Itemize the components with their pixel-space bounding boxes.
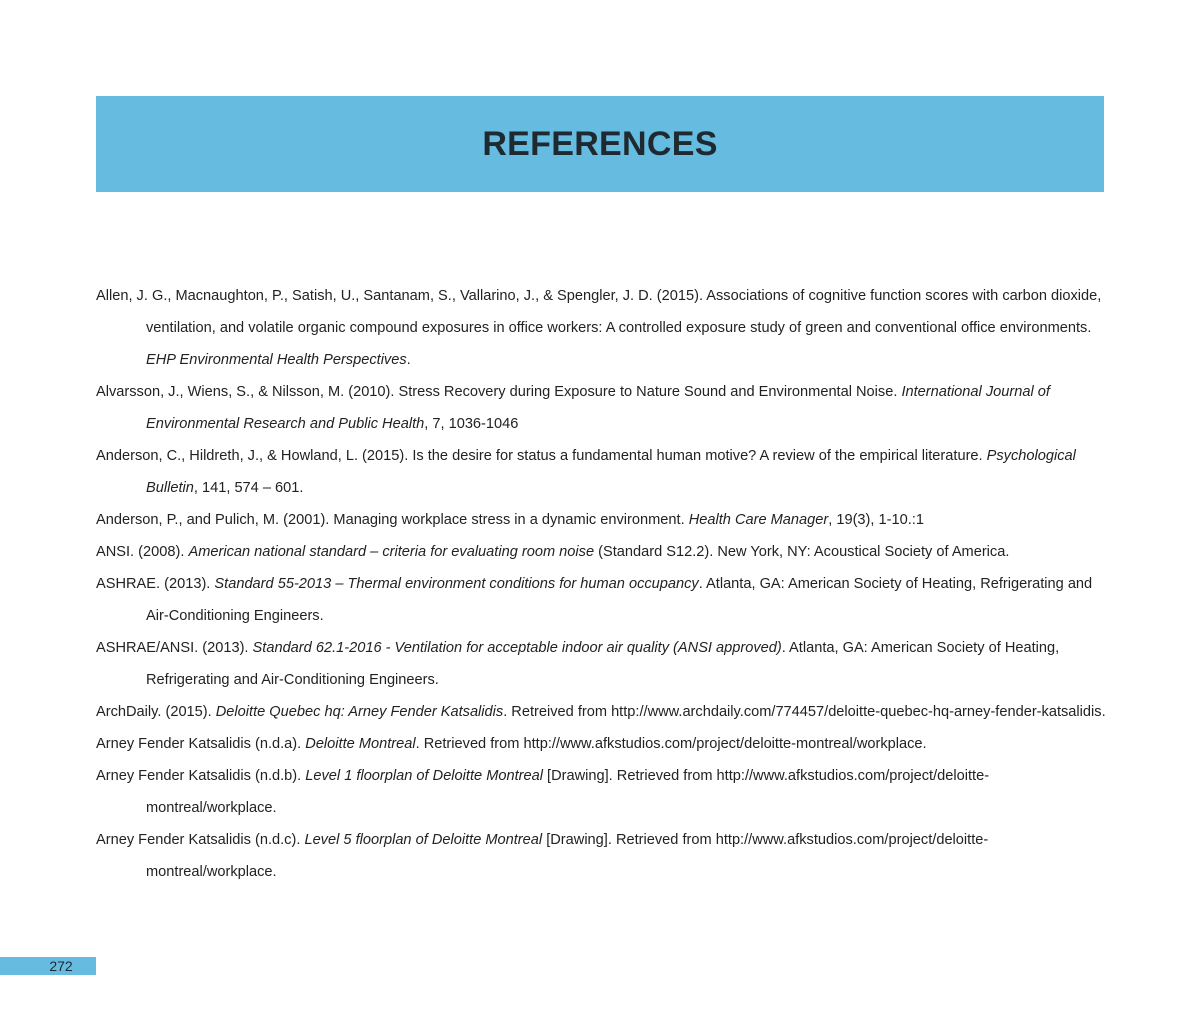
- reference-text: ASHRAE. (2013).: [96, 576, 215, 592]
- reference-entry: [96, 632, 1108, 696]
- reference-text: Anderson, C., Hildreth, J., & Howland, L. (2015). Is the desire for status a fundamental human motive? A review of the empirical literature.: [96, 448, 987, 464]
- reference-text: (Standard S12.2). New York, NY: Acoustical Society of America.: [594, 544, 1010, 560]
- reference-text: [Drawing]. Retrieved from http://www.afkstudios.com/project/deloitte-montreal/workplace.: [146, 768, 990, 816]
- reference-text: ArchDaily. (2015).: [96, 704, 216, 720]
- page-title: REFERENCES: [482, 124, 718, 163]
- reference-source-title: Deloitte Montreal: [305, 736, 416, 752]
- reference-entry: [96, 376, 1108, 440]
- reference-text: . Atlanta, GA: American Society of Heating, Refrigerating and Air-Conditioning Engineers.: [146, 640, 1060, 688]
- page-number: 272: [49, 958, 73, 974]
- reference-source-title: Level 1 floorplan of Deloitte Montreal: [305, 768, 543, 784]
- reference-entry: [96, 824, 1108, 888]
- reference-source-title: International Journal of Environmental Research and Public Health: [146, 384, 1050, 432]
- reference-source-title: Health Care Manager: [688, 512, 829, 528]
- reference-source-title: Deloitte Quebec hq: Arney Fender Katsalidis: [215, 704, 504, 720]
- reference-text: . Atlanta, GA: American Society of Heating, Refrigerating and Air-Conditioning Engineers.: [146, 576, 1093, 624]
- reference-entry: [96, 696, 1108, 728]
- reference-text: ANSI. (2008).: [96, 544, 189, 560]
- reference-text: Arney Fender Katsalidis (n.d.b).: [96, 768, 306, 784]
- reference-source-title: Level 5 floorplan of Deloitte Montreal: [304, 832, 543, 848]
- reference-source-title: Standard 62.1-2016 - Ventilation for acceptable indoor air quality (ANSI approved): [252, 640, 782, 656]
- reference-source-title: Standard 55-2013 – Thermal environment conditions for human occupancy: [214, 576, 699, 592]
- reference-text: Anderson, P., and Pulich, M. (2001). Managing workplace stress in a dynamic environment.: [96, 512, 689, 528]
- reference-list: [96, 280, 1108, 888]
- reference-entry: [96, 728, 1108, 760]
- reference-text: Allen, J. G., Macnaughton, P., Satish, U., Santanam, S., Vallarino, J., & Spengler, J. D. (2015). Associations of cognitive function scores with carbon dioxide, ventilation, and volatile organic compound exposures in office workers: A controlled exposure study of green and conventional office environments.: [96, 288, 1102, 336]
- reference-text: . Retrieved from http://www.afkstudios.com/project/deloitte-montreal/workplace.: [415, 736, 927, 752]
- reference-text: , 19(3), 1-10.:1: [828, 512, 924, 528]
- reference-text: , 141, 574 – 601.: [193, 480, 304, 496]
- reference-source-title: American national standard – criteria for evaluating room noise: [188, 544, 595, 560]
- reference-text: Arney Fender Katsalidis (n.d.a).: [96, 736, 306, 752]
- reference-entry: [96, 568, 1108, 632]
- reference-text: .: [406, 352, 411, 368]
- reference-entry: [96, 440, 1108, 504]
- reference-entry: [96, 504, 1108, 536]
- reference-entry: [96, 280, 1108, 376]
- header-band: [96, 96, 1104, 192]
- reference-text: , 7, 1036-1046: [424, 416, 519, 432]
- reference-entry: [96, 536, 1108, 568]
- reference-source-title: EHP Environmental Health Perspectives: [146, 352, 407, 368]
- reference-text: Arney Fender Katsalidis (n.d.c).: [96, 832, 305, 848]
- reference-entry: [96, 760, 1108, 824]
- reference-text: . Retreived from http://www.archdaily.com/774457/deloitte-quebec-hq-arney-fender-katsalidis.: [503, 704, 1106, 720]
- reference-text: [Drawing]. Retrieved from http://www.afkstudios.com/project/deloitte-montreal/workplace.: [146, 832, 989, 880]
- reference-text: ASHRAE/ANSI. (2013).: [96, 640, 253, 656]
- reference-source-title: Psychological Bulletin: [146, 448, 1076, 496]
- reference-text: Alvarsson, J., Wiens, S., & Nilsson, M. (2010). Stress Recovery during Exposure to Nature Sound and Environmental Noise.: [96, 384, 902, 400]
